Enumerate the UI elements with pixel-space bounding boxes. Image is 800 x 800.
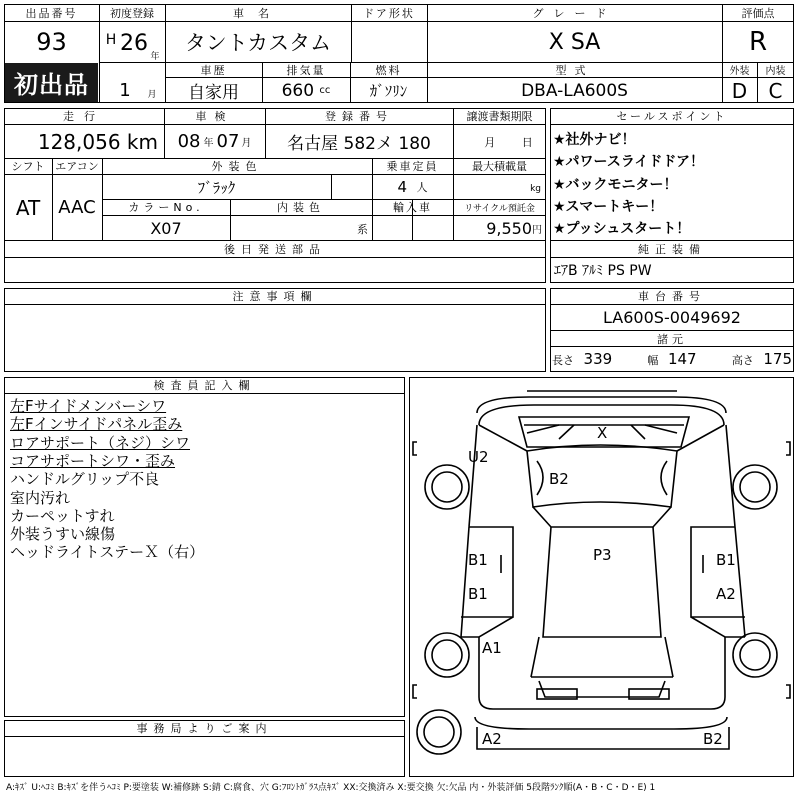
shift: AT: [15, 195, 41, 220]
ac: AAC: [58, 197, 96, 218]
color-no-label: カラーNo.: [128, 201, 204, 214]
damage-mark-hood: B2: [549, 470, 569, 488]
inspector-note: 左Fサイドメンバーシワ: [10, 397, 167, 415]
capacity-value: 4: [397, 178, 407, 196]
history-label: 車歴: [200, 63, 227, 77]
color-no: X07: [150, 218, 182, 238]
divider: [4, 736, 405, 737]
interior-color-unit: 系: [357, 223, 368, 236]
displacement-label: 排気量: [286, 63, 326, 77]
first-reg-label: 初度登録: [110, 6, 154, 20]
grade: X SA: [548, 29, 601, 55]
load-label: 最大積載量: [472, 160, 527, 173]
office-label: 事務局よりご案内: [136, 722, 273, 735]
car-name: タントカスタム: [184, 31, 332, 55]
inspector-note: コアサポートシワ・歪み: [10, 451, 176, 470]
month-unit: 月: [147, 89, 157, 100]
interior-grade: C: [768, 78, 783, 103]
height: [732, 350, 792, 368]
door-label: ドア形状: [363, 6, 415, 20]
car-name-label: 車名: [233, 6, 283, 20]
sales-point-item: ★パワースライドドア！: [553, 154, 705, 170]
inspector-note: ロアサポート（ネジ）シワ: [10, 433, 191, 452]
mileage-label: 走行: [63, 110, 105, 123]
sales-point-item: ★プッシュスタート！: [553, 221, 691, 237]
door-value: [351, 22, 427, 62]
damage-mark-u2: U2: [468, 448, 489, 466]
inspector-label: 検査員記入欄: [153, 379, 256, 392]
inspector-note: ハンドルグリップ不良: [10, 470, 160, 489]
interior-label: 内装: [765, 66, 786, 77]
interior-color-label: 内装色: [277, 201, 325, 214]
inspector-note: 左Fインサイドパネル歪み: [10, 415, 183, 434]
history: 自家用: [188, 83, 239, 103]
width: [647, 350, 696, 368]
damage-mark-right-front-door: B1: [716, 551, 736, 569]
chassis-value: LA600S-0049692: [603, 308, 741, 327]
era: H: [105, 32, 117, 48]
inspection-label: 車検: [195, 110, 234, 123]
transfer-day-unit: 日: [521, 135, 533, 149]
inspector-note: カーペットすれ: [10, 506, 115, 525]
length-label: 長さ: [552, 354, 574, 367]
plate-label: 登録番号: [325, 110, 393, 123]
load-unit: kg: [530, 184, 541, 194]
inspector-note: 外装うすい線傷: [10, 525, 116, 544]
cautions-label: 注意事項欄: [232, 290, 318, 303]
score: R: [748, 27, 768, 57]
sales-point-item: ★バックモニター！: [553, 177, 678, 193]
inspection-month-unit: 月: [241, 138, 252, 149]
damage-mark-left-rear-fender: A1: [482, 639, 502, 657]
first-listing-badge: 初出品: [5, 63, 98, 102]
mileage-value: 128,056: [37, 129, 121, 154]
chassis-label: 車台番号: [638, 290, 706, 303]
equipment-value: ｴｱB ｱﾙﾐ PS PW: [554, 263, 652, 279]
color: ﾌﾞﾗｯｸ: [197, 178, 236, 197]
inspector-note: 室内汚れ: [10, 488, 71, 507]
recycle-unit: 円: [532, 224, 542, 236]
capacity: [372, 175, 453, 199]
ac-label: エアコン: [55, 160, 99, 173]
transfer-label: 譲渡書類期限: [466, 110, 533, 123]
exterior-label: 外装: [729, 66, 750, 77]
damage-mark-right-rear-door: A2: [716, 585, 736, 603]
width-label: 幅: [647, 354, 659, 367]
transfer-date: [453, 125, 546, 158]
mileage: [4, 125, 164, 158]
transfer-month-unit: 月: [484, 135, 496, 149]
damage-mark-front: X: [597, 424, 608, 442]
grade-label: グレード: [532, 6, 617, 20]
inspection-date: [164, 125, 265, 158]
score-label: 評価点: [741, 6, 775, 20]
recycle-value: 9,550: [486, 218, 532, 238]
inspection-year-unit: 年: [203, 138, 214, 149]
damage-legend: A:ｷｽﾞ U:ﾍｺﾐ B:ｷｽﾞを伴うﾍｺﾐ P:要塗装 W:補修跡 S:錆 C:腐食、穴 G:ﾌﾛﾝﾄｶﾞﾗｽ点ｷｽﾞ XX:交換済み X:要交換 欠:欠品 内・外装評価 5段階ﾗﾝｸ順(A・B・C・D・E) 1: [6, 783, 656, 793]
divider: [4, 393, 405, 394]
inspector-note: ヘッドライトステーＸ（右）: [10, 543, 205, 562]
displacement-value: 660: [281, 80, 315, 101]
first-reg-month: 1: [119, 80, 131, 101]
divider: [4, 257, 546, 258]
inspection-year: 08: [177, 131, 201, 152]
capacity-unit: 人: [416, 181, 428, 194]
sales-point-item: ★社外ナビ！: [553, 132, 636, 148]
length-value: 339: [583, 350, 613, 368]
displacement-unit: cc: [319, 85, 331, 96]
damage-mark-rear-right: B2: [703, 730, 723, 748]
model: DBA-LA600S: [521, 80, 628, 101]
damage-mark-left-rear-door: B1: [468, 585, 488, 603]
import-label: 輸入車: [393, 201, 432, 214]
sales-point-item: ★スマートキー！: [553, 199, 664, 215]
capacity-label: 乗車定員: [386, 160, 439, 173]
later-parts-label: 後日発送部品: [224, 243, 326, 256]
damage-mark-roof: P3: [593, 546, 612, 564]
color-label: 外装色: [211, 160, 263, 173]
damage-mark-left-front-door: B1: [468, 551, 488, 569]
width-value: 147: [667, 350, 697, 368]
displacement: [262, 78, 350, 103]
model-label: 型式: [555, 63, 594, 77]
fuel: ｶﾞｿﾘﾝ: [369, 82, 408, 100]
year-unit: 年: [150, 51, 160, 62]
length: [552, 350, 612, 368]
damage-mark-rear-left: A2: [482, 730, 502, 748]
dims-row: [552, 347, 792, 371]
height-value: 175: [763, 350, 792, 368]
dims-label: 諸元: [657, 332, 687, 346]
divider: [550, 124, 794, 125]
inspection-month: 07: [216, 131, 240, 152]
divider: [4, 304, 546, 305]
shift-label: シフト: [11, 160, 45, 173]
sales-points-label: セールスポイント: [616, 110, 728, 123]
first-reg-year: 26: [120, 30, 148, 56]
divider: [331, 174, 332, 199]
exterior-grade: D: [731, 78, 748, 103]
recycle-label: リサイクル預託金: [464, 203, 535, 214]
lot-number: 93: [36, 28, 67, 56]
plate: 名古屋 582メ 180: [287, 134, 431, 154]
equipment-label: 純正装備: [638, 243, 706, 256]
height-label: 高さ: [731, 354, 754, 367]
recycle: [453, 216, 546, 240]
mileage-unit: km: [126, 129, 158, 154]
lot-number-label: 出品番号: [25, 6, 78, 20]
fuel-label: 燃料: [375, 63, 402, 77]
